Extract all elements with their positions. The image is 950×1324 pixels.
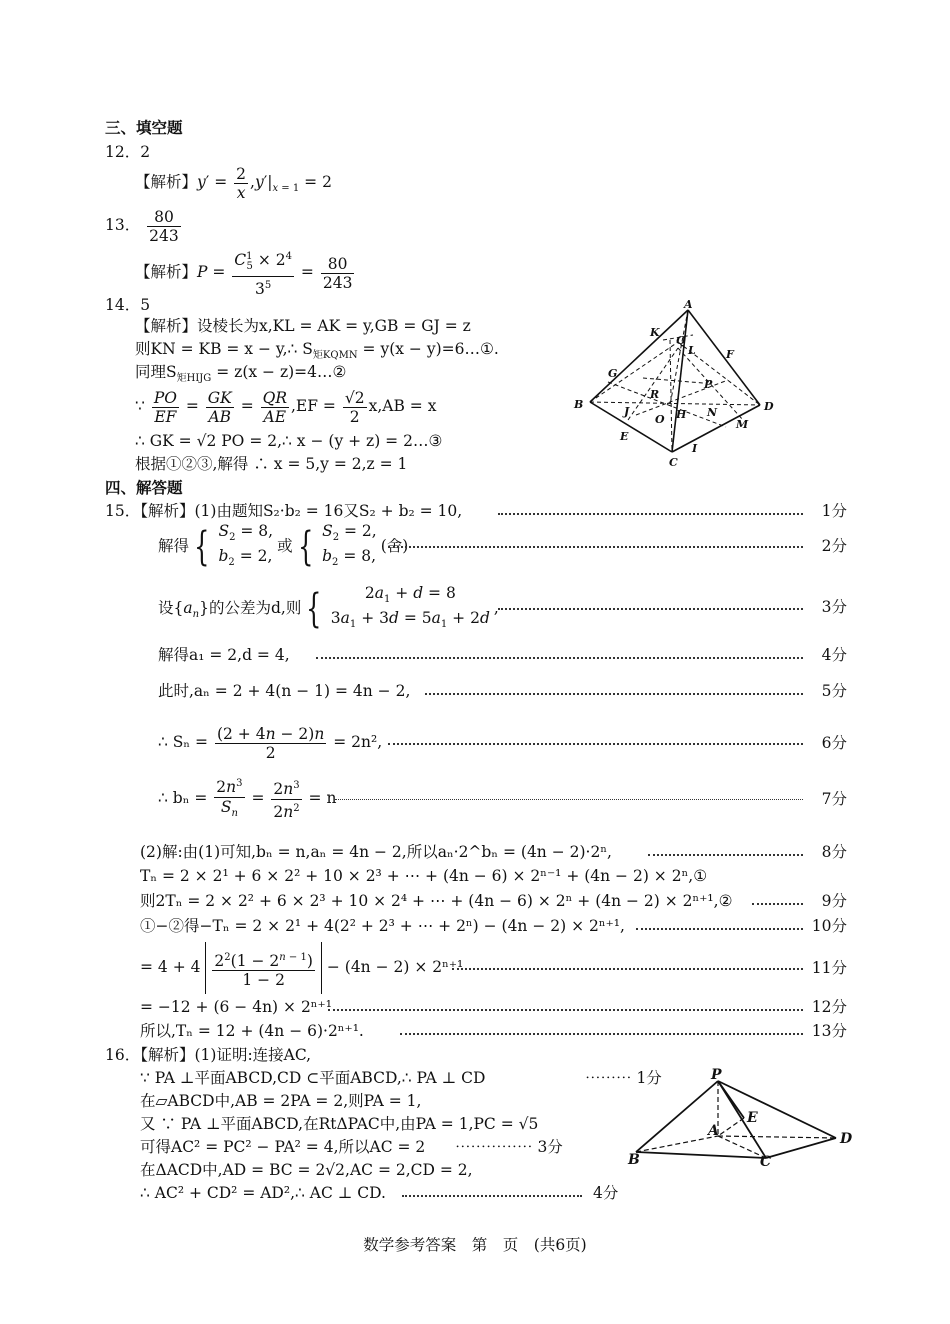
pyramid-label-I: I [692, 442, 698, 455]
pyramid-label-O: O [655, 413, 665, 426]
q15-line-11: ①−②得−Tₙ = 2 × 2¹ + 4(2² + 2³ + ⋯ + 2ⁿ) − (4n − 2) × 2ⁿ⁺¹, [140, 917, 625, 935]
q14-line-3b: = z(x − z)=4…② [216, 363, 347, 381]
pyramid-label-L: L [688, 344, 696, 357]
q15-line-6a: ∴ Sₙ = [158, 733, 209, 751]
leader-dots [752, 903, 803, 905]
q13-number: 13． [105, 216, 141, 234]
q15-line-3: 设$\{a_n\}$的公差为d,则 { $2a_1 + d = 8$ $3a_1 + 3d = 5a_1 + 2d$ , [158, 584, 499, 633]
leader-dots [335, 799, 803, 800]
q15-line-9: Tₙ = 2 × 2¹ + 6 × 2² + 10 × 2³ + ⋯ + (4n − 6) × 2ⁿ⁻¹ + (4n − 2) × 2ⁿ,① [140, 867, 708, 885]
q12-frac: $\frac{2}{x}$ [236, 164, 247, 202]
q13-analysis: 【解析】P = $\frac{C^1_5 \times 2^4}{3^5}$ = $\frac{80}{243}$ [135, 248, 356, 298]
q12-answer: 2 [140, 143, 151, 161]
solid-label-P: P [711, 1068, 722, 1083]
q15-line-6b: = 2n², [333, 733, 383, 751]
q16-line-6: 在ΔACD中,AD = BC = 2√2,AC = 2,CD = 2, [140, 1161, 473, 1179]
q15-points-13: 13分 [811, 1022, 847, 1040]
q14-line-2-sub: 矩KQMN [312, 350, 358, 362]
solid-label-C: C [760, 1154, 772, 1168]
q15-line-7a: ∴ bₙ = [158, 789, 208, 807]
q15-line-13: = −12 + (6 − 4n) × 2ⁿ⁺¹ [140, 998, 332, 1016]
q13-rhs-num: 80 [321, 255, 355, 274]
q15-points-7: 7分 [821, 790, 847, 808]
q14-line-4b: ,EF = [291, 397, 341, 415]
q14-line-3a: 同理S [135, 363, 177, 381]
q16-points-4: 4分 [593, 1184, 619, 1202]
q12-result: = 2 [304, 173, 332, 191]
q14-line-1: 【解析】设棱长为x,KL = AK = y,GB = GJ = z [135, 317, 471, 335]
q13-answer-frac [147, 208, 181, 245]
q15-line-7b: = n [308, 789, 337, 807]
q13-analysis-label: 【解析】 [135, 263, 198, 282]
q15-points-11: 11分 [811, 959, 847, 977]
q13-ans-num: 80 [147, 208, 181, 227]
q13-frac-1: $\frac{C^1_5 \times 2^4}{3^5}$ [232, 248, 294, 298]
leader-dots [388, 743, 803, 745]
q14-line-6: 根据①②③,解得 ∴ x = 5,y = 2,z = 1 [135, 455, 408, 473]
pyramid-label-J: J [624, 405, 630, 418]
q13-answer-line [105, 203, 183, 247]
leader-dots [400, 1033, 803, 1035]
q15-line-5: 此时,aₙ = 2 + 4(n − 1) = 4n − 2, [158, 682, 411, 700]
q16-line-1-text: 【解析】(1)证明:连接AC, [140, 1046, 312, 1064]
solid-label-B: B [628, 1152, 640, 1168]
q15-points-8: 8分 [821, 843, 847, 861]
q16-points-3-value: 3分 [537, 1138, 563, 1156]
q15-line-12b: − (4n − 2) × 2ⁿ⁺¹ [326, 958, 464, 976]
q15-line-1 [105, 501, 462, 521]
q13-ans-den: 243 [149, 226, 179, 245]
q15-line-10: 则2Tₙ = 2 × 2² + 6 × 2³ + 10 × 2⁴ + ⋯ + (4n − 6) × 2ⁿ + (4n − 2) × 2ⁿ⁺¹,② [140, 892, 733, 910]
q15-line-7: ∴ bₙ = $\frac{2n^3}{S_n}$ = $\frac{2n^3}{2n^2}$ = n [158, 774, 336, 823]
leader-dots [328, 1009, 803, 1011]
leader-dots [452, 968, 803, 970]
q14-number: 14． [105, 296, 141, 314]
q15-number: 15． [105, 502, 141, 520]
pyramid-label-A: A [684, 300, 693, 311]
q16-points-3: ⋯⋯⋯⋯⋯ 3分 [455, 1138, 563, 1156]
q16-line-4: 又 ∵ PA ⊥平面ABCD,在RtΔPAC中,由PA = 1,PC = √5 [140, 1115, 539, 1133]
pyramid-label-K: K [650, 326, 660, 339]
q16-points-1-value: 1分 [636, 1069, 662, 1087]
q16-number: 16． [105, 1046, 141, 1064]
q15-line-2b: 或 [277, 537, 293, 556]
pyramid-label-D: D [764, 400, 774, 413]
q13-den: 3 [255, 280, 265, 299]
section-3-title: 三、填空题 [105, 118, 183, 137]
pyramid-label-M: M [736, 418, 749, 431]
q15-line-12: = 4 + 4 $\frac{2^2(1 - 2^{n - 1})}{1 - 2}$ − (4n − 2) × 2ⁿ⁺¹ [140, 941, 463, 994]
section-4-title: 四、解答题 [105, 478, 183, 497]
q14-line-4c: x,AB = x [368, 397, 437, 415]
q15-points-9: 9分 [821, 892, 847, 910]
q15-points-4: 4分 [821, 646, 847, 664]
leader-dots [498, 513, 803, 515]
q16-line-5: 可得AC² = PC² − PA² = 4,所以AC = 2 [140, 1138, 426, 1156]
solid-label-A: A [708, 1123, 719, 1139]
page-footer: 数学参考答案 第 页 (共6页) [363, 1236, 587, 1254]
q12-number: 12． [105, 143, 141, 161]
solid-figure [626, 1068, 856, 1168]
solid-label-D: D [840, 1131, 853, 1147]
q15-points-12: 12分 [811, 998, 847, 1016]
q15-line-2c: (舍) [380, 537, 409, 556]
leader-dots [388, 546, 803, 548]
pyramid-figure [568, 300, 788, 470]
q15-line-6: ∴ Sₙ = $\frac{(2 + 4n - 2)n}{2}$ = 2n², [158, 724, 383, 762]
q16-line-2: ∵ PA ⊥平面ABCD,CD ⊂平面ABCD,∴ PA ⊥ CD [140, 1069, 486, 1087]
q12-analysis-label: 【解析】 [135, 173, 198, 191]
q15-line-2a: 解得 [158, 537, 190, 556]
q15-line-2: 解得 { $S_2 = 8$, $b_2 = 2$, 或 { $S_2 = 2$, $b_2 = 8$, (舍) [158, 522, 409, 571]
pyramid-label-F: F [726, 348, 734, 361]
leader-dots [648, 854, 803, 856]
q15-points-6: 6分 [821, 734, 847, 752]
q15-line-1-text: 【解析】(1)由题知S₂·b₂ = 16又S₂ + b₂ = 10, [140, 502, 463, 520]
pyramid-label-P: P [704, 378, 713, 391]
q14-line-2a: 则KN = KB = x − y,∴ S [135, 340, 313, 358]
q14-answer-line [105, 295, 150, 315]
pyramid-label-Q: Q [676, 334, 686, 347]
q16-points-1: ⋯⋯⋯ 1分 [585, 1069, 662, 1087]
pyramid-label-C: C [669, 456, 678, 469]
q13-frac-2 [321, 255, 355, 292]
q15-line-3b: 的公差为d,则 [208, 599, 302, 618]
solid-label-E: E [747, 1110, 758, 1126]
q14-line-4a: ∵ [135, 397, 145, 415]
q15-line-14: 所以,Tₙ = 12 + (4n − 6)·2ⁿ⁺¹. [140, 1022, 364, 1040]
q15-points-2: 2分 [821, 537, 847, 555]
q16-line-1 [105, 1045, 311, 1065]
q14-line-4: ∵ $\frac{PO}{EF}$ = $\frac{GK}{AB}$ = $\frac{QR}{AE}$ ,EF = $\frac{√2}{2}$ x,AB = x [135, 388, 437, 426]
q16-line-3: 在▱ABCD中,AB = 2PA = 2,则PA = 1, [140, 1092, 422, 1110]
q15-points-1: 1分 [821, 502, 847, 520]
q16-line-7: ∴ AC² + CD² = AD²,∴ AC ⊥ CD. [140, 1184, 386, 1202]
leader-dots [402, 1195, 582, 1197]
leader-dots [425, 693, 803, 695]
q12-analysis: 【解析】y′ = $\frac{2}{x}$ $,y'|_{x = 1} = 2$ [135, 164, 332, 202]
q15-line-4: 解得a₁ = 2,d = 4, [158, 646, 290, 664]
leader-dots [498, 608, 803, 610]
q15-points-5: 5分 [821, 682, 847, 700]
leader-dots [316, 657, 803, 659]
q14-line-5: ∴ GK = √2 PO = 2,∴ x − (y + z) = 2…③ [135, 432, 443, 450]
q15-points-10: 10分 [811, 917, 847, 935]
q15-line-3a: 设 [158, 599, 174, 618]
q14-line-2b: = y(x − y)=6…①. [362, 340, 499, 358]
pyramid-label-G: G [608, 367, 618, 380]
pyramid-label-B: B [574, 398, 584, 411]
pyramid-label-N: N [707, 406, 718, 419]
q15-line-12a: = 4 + 4 [140, 958, 201, 976]
q15-points-3: 3分 [821, 598, 847, 616]
q15-line-8: (2)解:由(1)可知,bₙ = n,aₙ = 4n − 2,所以aₙ·2^bₙ = (4n − 2)·2ⁿ, [140, 843, 612, 861]
q12-answer-line [105, 142, 150, 162]
q14-line-3-sub: 矩HIJG [176, 373, 212, 385]
leader-dots [636, 928, 803, 930]
pyramid-label-R: R [650, 388, 660, 401]
q14-answer: 5 [140, 296, 151, 314]
pyramid-label-E: E [620, 430, 629, 443]
pyramid-label-H: H [676, 408, 687, 421]
q13-rhs-den: 243 [322, 273, 353, 292]
